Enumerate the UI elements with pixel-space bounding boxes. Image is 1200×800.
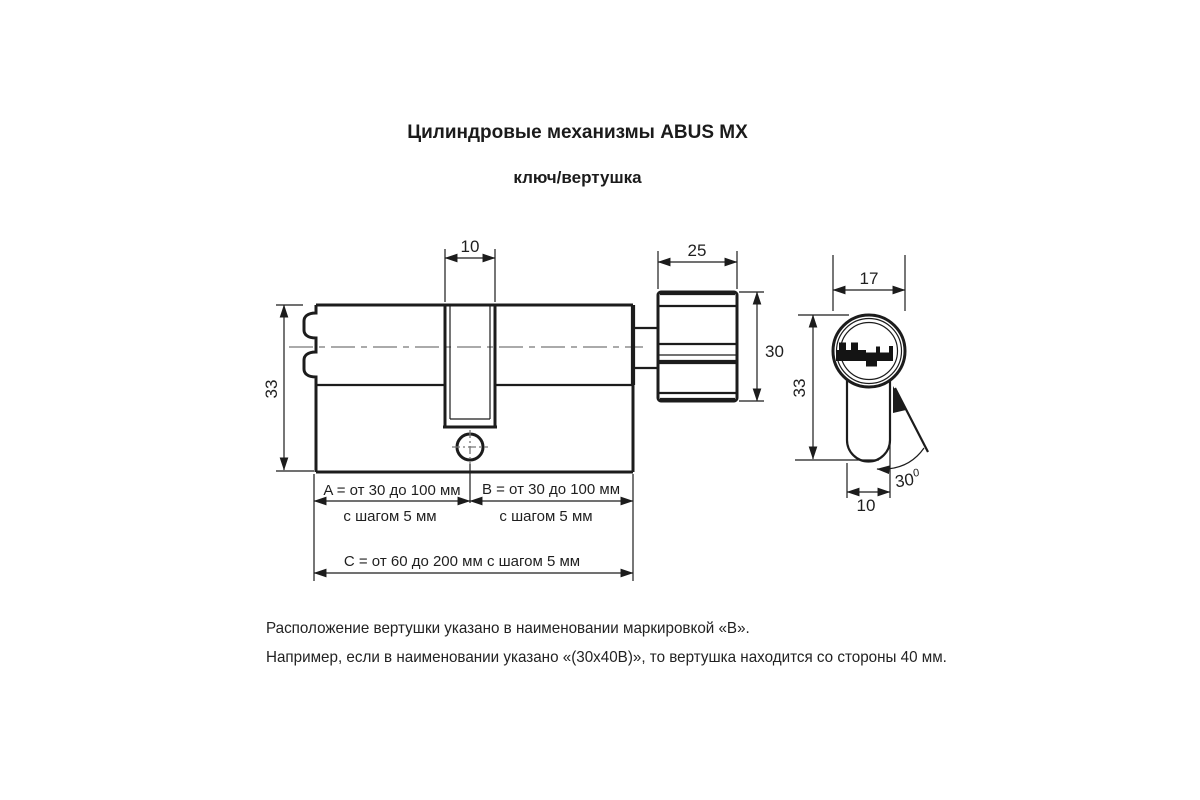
dim-knob-length-value: 25 xyxy=(687,241,707,260)
page-subtitle: ключ/вертушка xyxy=(513,168,642,187)
dim-c-label: C = от 60 до 200 мм с шагом 5 мм xyxy=(343,553,581,570)
dim-face-height-value: 33 xyxy=(790,378,809,398)
dim-cam-width-value: 10 xyxy=(460,237,480,256)
dim-cam-width xyxy=(445,237,495,302)
dim-angle-superscript: 0 xyxy=(912,467,921,480)
dim-stem-width xyxy=(847,441,890,515)
note-thumbturn-marking: Расположение вертушки указано в наименовании маркировкой «В». xyxy=(266,620,750,637)
dim-b-label: B = от 30 до 100 мм xyxy=(481,481,621,498)
dim-knob-height-value: 30 xyxy=(765,342,784,361)
dim-stem-width-value: 10 xyxy=(856,496,876,515)
note-thumbturn-example: Например, если в наименовании указано «(30х40В)», то вертушка находится со стороны 40 мм. xyxy=(266,649,947,666)
cam xyxy=(443,305,497,427)
dim-body-height-value: 33 xyxy=(262,379,281,399)
dim-b-step-label: с шагом 5 мм xyxy=(499,508,593,525)
dim-face-width xyxy=(833,255,905,311)
dim-knob-length xyxy=(658,241,737,289)
side-view-drawing xyxy=(790,255,928,515)
dim-angle-value: 30 xyxy=(893,469,916,492)
dim-rotation-angle xyxy=(877,386,928,491)
front-view-drawing xyxy=(262,237,784,581)
dim-a-step-label: с шагом 5 мм xyxy=(343,508,437,525)
cylinder-body-outline xyxy=(304,305,316,472)
dim-face-width-value: 17 xyxy=(859,269,879,288)
dim-body-height xyxy=(262,305,314,471)
dim-a-label: A = от 30 до 100 мм xyxy=(323,482,461,499)
profile-stem xyxy=(847,380,890,462)
thumbturn-knob xyxy=(658,292,737,401)
dim-knob-height xyxy=(739,292,784,401)
page-title: Цилиндровые механизмы ABUS MX xyxy=(407,122,748,143)
keyway-profile xyxy=(836,343,893,367)
dim-a-b-c xyxy=(314,474,633,581)
